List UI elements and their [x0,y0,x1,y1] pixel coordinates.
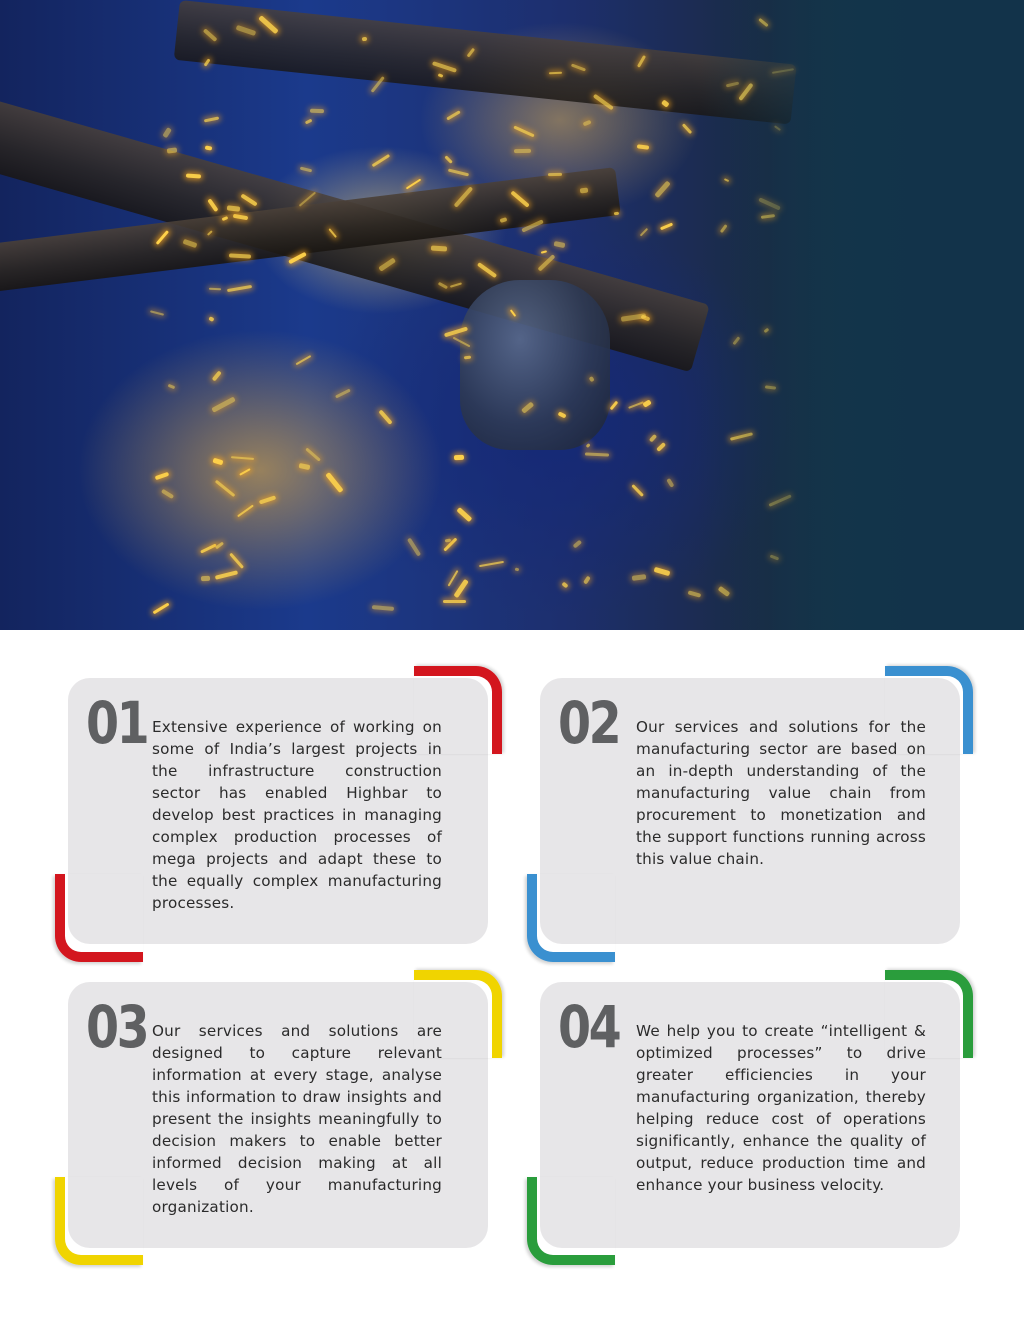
card-number: 02 [558,689,620,757]
spark [609,400,618,410]
spark [361,36,367,41]
spark [205,146,213,151]
spark [215,480,236,498]
spark [653,567,670,576]
spark [299,463,310,470]
angle-grinder [460,280,610,450]
spark [231,456,254,460]
spark [153,603,170,614]
yellow-corner-bracket [55,1177,143,1265]
spark [448,570,459,587]
spark [407,537,421,556]
spark [305,118,313,124]
spark [212,458,223,465]
spark [444,155,453,164]
spark [583,120,592,126]
spark [636,145,648,151]
spark [561,582,568,589]
spark [161,488,175,499]
spark [586,443,591,448]
spark [515,568,520,572]
card-number: 01 [86,689,148,757]
spark [200,544,217,554]
spark [572,539,582,548]
spark [212,396,237,412]
yellow-corner-bracket [414,970,502,1058]
spark [443,600,467,603]
spark [204,116,219,122]
spark [453,578,468,597]
spark [310,109,325,113]
card-text: Our services and solutions for the manufacturing sector are based on an in-depth understanding of the manufacturing value chain from procurement to monetization and the support functions running across this value chain. [636,718,926,868]
blue-corner-bracket [527,874,615,962]
spark [227,284,252,291]
spark [667,477,675,487]
spark [688,591,701,598]
spark [325,472,343,493]
spark [553,241,564,248]
spark [167,147,177,153]
spark [215,570,239,580]
spark [237,505,253,518]
blue-corner-bracket [885,666,973,754]
spark [654,181,670,198]
spark [632,574,646,580]
spark [585,453,609,457]
card-text: Extensive experience of working on some of India’s largest projects in the infrastructure construction sector has enabled Highbar to develop best practices in managing complex production processes of mega projects and adapt these to the equally complex manufacturing processes. [152,718,442,912]
spark [406,178,421,189]
spark [454,455,464,460]
hero-dark-fade [700,0,1024,630]
spark [201,575,211,580]
spark [378,409,392,424]
spark [649,433,658,442]
card-text: Our services and solutions are designed to capture relevant information at every stage, analyse this information to draw insights and present the insights meaningfully to decision makers to enable better informed decision making at all levels of your manufacturing organization. [152,1022,442,1216]
spark [305,448,321,462]
spark [371,154,390,168]
red-corner-bracket [55,874,143,962]
spark [215,542,224,550]
spark [639,227,648,236]
spark [209,316,215,321]
card-number: 03 [86,993,148,1061]
spark [548,173,562,176]
spark [642,399,651,407]
spark [336,388,352,398]
spark [479,561,504,567]
spark [229,553,244,569]
spark [259,495,276,504]
spark [656,442,666,452]
spark [513,125,535,137]
spark [660,222,673,229]
green-corner-bracket [527,1177,615,1265]
card-number: 04 [558,993,620,1061]
spark [211,370,221,381]
spark [540,250,546,254]
spark [446,110,460,120]
green-corner-bracket [885,970,973,1058]
spark [162,126,172,138]
hero-photo-grinding-sparks [0,0,1024,630]
spark [456,507,472,522]
spark [682,123,692,134]
spark [583,575,591,584]
spark [372,606,394,612]
spark [300,166,312,172]
red-corner-bracket [414,666,502,754]
spark [168,384,176,389]
spark [514,149,531,153]
spark [631,485,644,498]
spark [209,288,221,291]
spark [448,168,469,176]
spark [240,468,251,475]
spark [296,355,312,366]
spark [155,472,170,481]
card-text: We help you to create “intelligent & optimized processes” to drive greater efficiencies in your manufacturing organization, thereby helping reduce cost of operations significantly, enhance the quality of output, reduce production time and enhance your business velocity. [636,1022,926,1194]
spark [150,311,164,316]
